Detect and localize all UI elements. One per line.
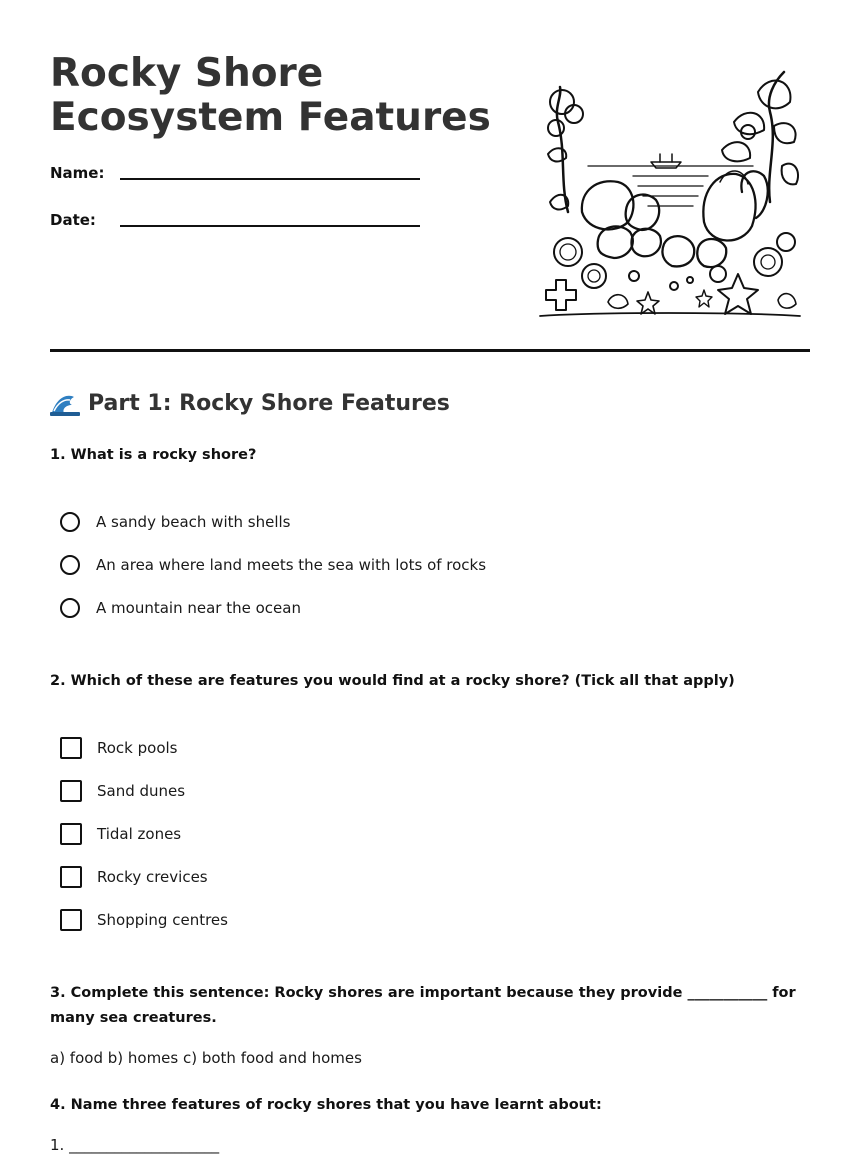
option-label: Tidal zones xyxy=(97,825,182,843)
header-divider xyxy=(50,349,810,352)
option-label: Rock pools xyxy=(97,739,178,757)
question-3: 3. Complete this sentence: Rocky shores are important because they provide ___________ for many sea creatures. xyxy=(50,985,796,1026)
name-input-line[interactable] xyxy=(120,178,420,180)
option-label: Rocky crevices xyxy=(97,868,208,886)
q2-option-4[interactable] xyxy=(60,865,208,889)
checkbox[interactable] xyxy=(60,823,82,845)
option-label: A mountain near the ocean xyxy=(96,599,301,617)
part1-heading xyxy=(50,390,450,418)
option-label: An area where land meets the sea with lots of rocks xyxy=(96,556,487,574)
name-label: Name: xyxy=(50,164,105,182)
checkbox[interactable] xyxy=(60,909,82,931)
q2-option-2[interactable] xyxy=(60,779,185,803)
radio-button[interactable] xyxy=(60,555,80,575)
option-label: A sandy beach with shells xyxy=(96,513,291,531)
option-label: Shopping centres xyxy=(97,911,228,929)
page-title: Rocky Shore Ecosystem Features xyxy=(50,51,491,140)
date-input-line[interactable] xyxy=(120,225,420,227)
q2-option-1[interactable] xyxy=(60,736,178,760)
question-1: 1. What is a rocky shore? xyxy=(50,447,257,463)
part1-heading-text: Part 1: Rocky Shore Features xyxy=(88,391,450,416)
question-2: 2. Which of these are features you would find at a rocky shore? (Tick all that apply) xyxy=(50,673,735,689)
q4-answer-line-1[interactable]: 1. ____________________ xyxy=(50,1136,220,1154)
wave-icon xyxy=(50,391,80,417)
q1-option-1[interactable] xyxy=(60,510,290,534)
checkbox[interactable] xyxy=(60,737,82,759)
checkbox[interactable] xyxy=(60,780,82,802)
date-label: Date: xyxy=(50,211,96,229)
q1-option-2[interactable] xyxy=(60,553,486,577)
radio-button[interactable] xyxy=(60,512,80,532)
q3-choices: a) food b) homes c) both food and homes xyxy=(50,1049,362,1067)
option-label: Sand dunes xyxy=(97,782,186,800)
q2-option-5[interactable] xyxy=(60,908,228,932)
checkbox[interactable] xyxy=(60,866,82,888)
radio-button[interactable] xyxy=(60,598,80,618)
q2-option-3[interactable] xyxy=(60,822,181,846)
rocky-shore-illustration xyxy=(538,62,802,320)
question-4: 4. Name three features of rocky shores that you have learnt about: xyxy=(50,1097,602,1113)
q1-option-3[interactable] xyxy=(60,596,301,620)
